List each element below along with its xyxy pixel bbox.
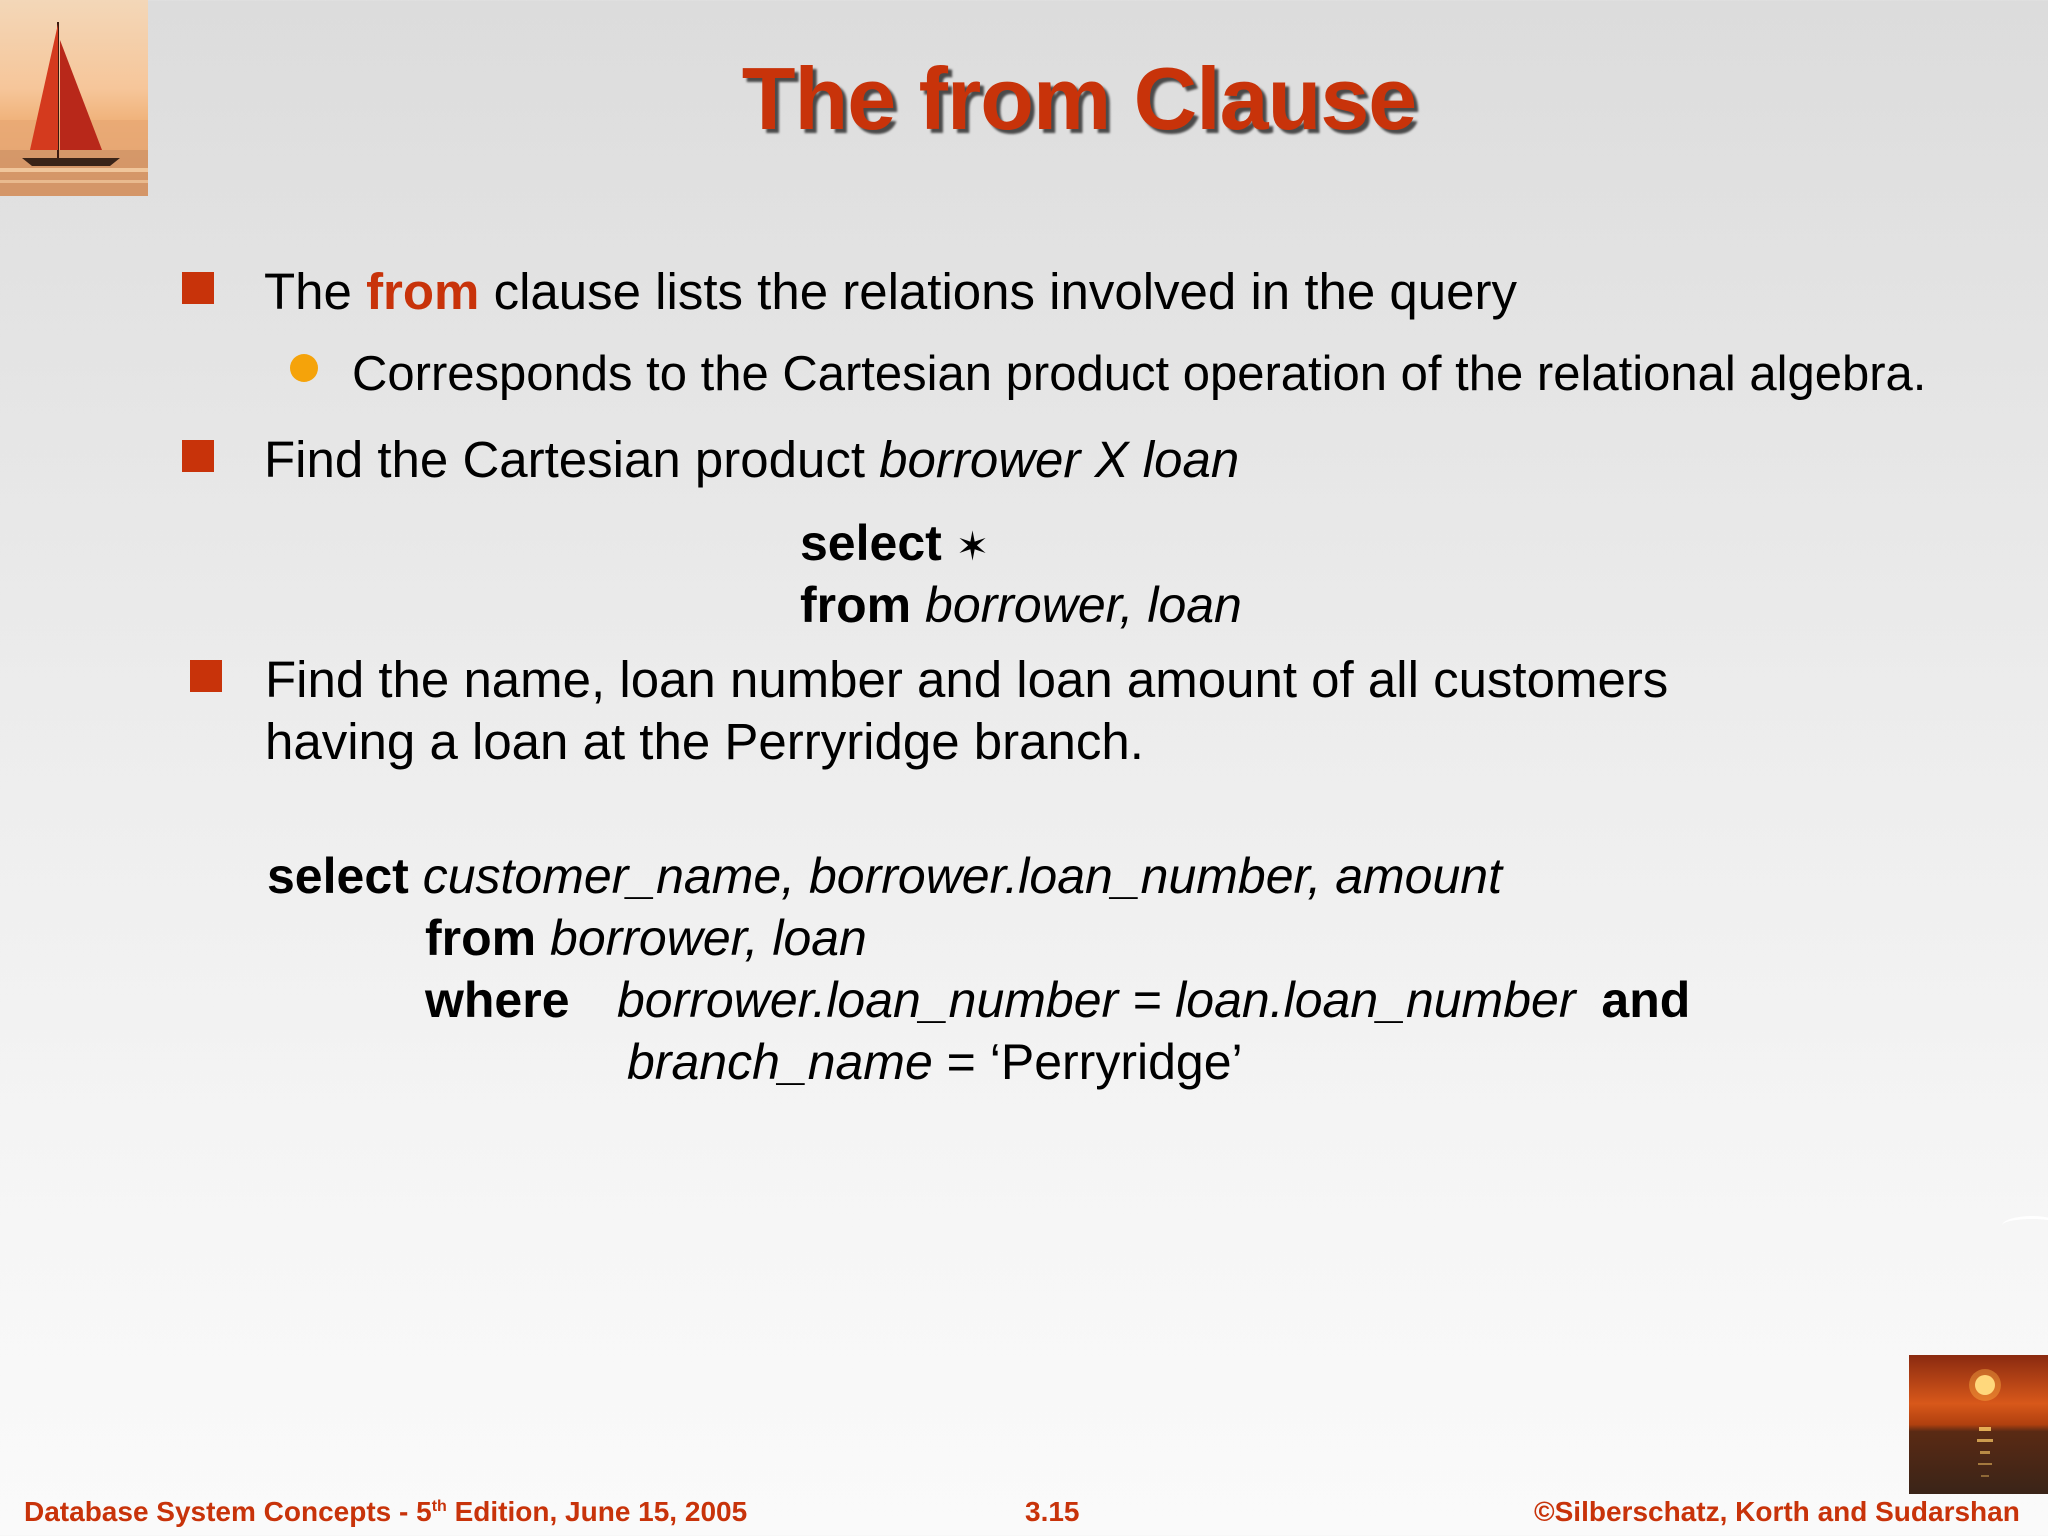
bullet-3-line1: Find the name, loan number and loan amount of all customers xyxy=(265,651,1669,708)
query1-relations: borrower, loan xyxy=(925,577,1242,633)
footer-superscript: th xyxy=(431,1498,447,1515)
bullet-2-italic: borrower X loan xyxy=(879,431,1240,488)
slide-title: The from Clause xyxy=(741,49,1417,148)
square-bullet-icon xyxy=(182,440,214,472)
bullet-3-line2: having a loan at the Perryridge branch. xyxy=(265,713,1144,770)
select-keyword: select xyxy=(267,848,409,904)
query2-select-line xyxy=(267,848,1502,904)
query1-select-line xyxy=(800,515,990,571)
bullet-2-text xyxy=(264,431,1240,488)
query2-branch-line xyxy=(627,1034,1243,1090)
round-bullet-icon xyxy=(290,354,318,382)
where-keyword: where xyxy=(425,972,570,1028)
star-symbol: ✶ xyxy=(955,525,990,569)
square-bullet-icon xyxy=(190,660,222,692)
bullet-2-plain: Find the Cartesian product xyxy=(264,431,880,488)
footer-title-text: Database System Concepts - 5 xyxy=(24,1496,432,1527)
footer-edition-date: Edition, June 15, 2005 xyxy=(446,1496,748,1527)
bullet-1-suffix: clause lists the relations involved in the query xyxy=(479,263,1517,320)
select-keyword: select xyxy=(800,515,942,571)
sub-bullet-text: Corresponds to the Cartesian product operation of the relational algebra. xyxy=(352,347,1927,401)
decorative-arc xyxy=(2002,1216,2048,1235)
from-keyword: from xyxy=(800,577,912,633)
query2-relations: borrower, loan xyxy=(550,910,867,966)
query2-where-line xyxy=(617,972,1691,1028)
footer-page-number: 3.15 xyxy=(1025,1496,1080,1527)
branch-value: = ‘Perryridge’ xyxy=(932,1034,1243,1090)
from-keyword-highlight: from xyxy=(366,263,480,320)
footer-copyright: ©Silberschatz, Korth and Sudarshan xyxy=(1534,1496,2020,1527)
query2-attributes: customer_name, borrower.loan_number, amount xyxy=(422,848,1502,904)
query1-from-line xyxy=(800,577,1242,633)
join-condition: borrower.loan_number = loan.loan_number xyxy=(617,972,1576,1028)
bullet-1-prefix: The xyxy=(264,263,367,320)
and-keyword: and xyxy=(1601,972,1691,1028)
square-bullet-icon xyxy=(182,272,214,304)
footer-book-title xyxy=(24,1496,747,1528)
branch-attribute: branch_name xyxy=(627,1034,933,1090)
bullet-1-text xyxy=(264,263,1517,320)
from-keyword: from xyxy=(425,910,537,966)
sunset-image xyxy=(1909,1355,2048,1494)
query2-from-line xyxy=(425,910,867,966)
